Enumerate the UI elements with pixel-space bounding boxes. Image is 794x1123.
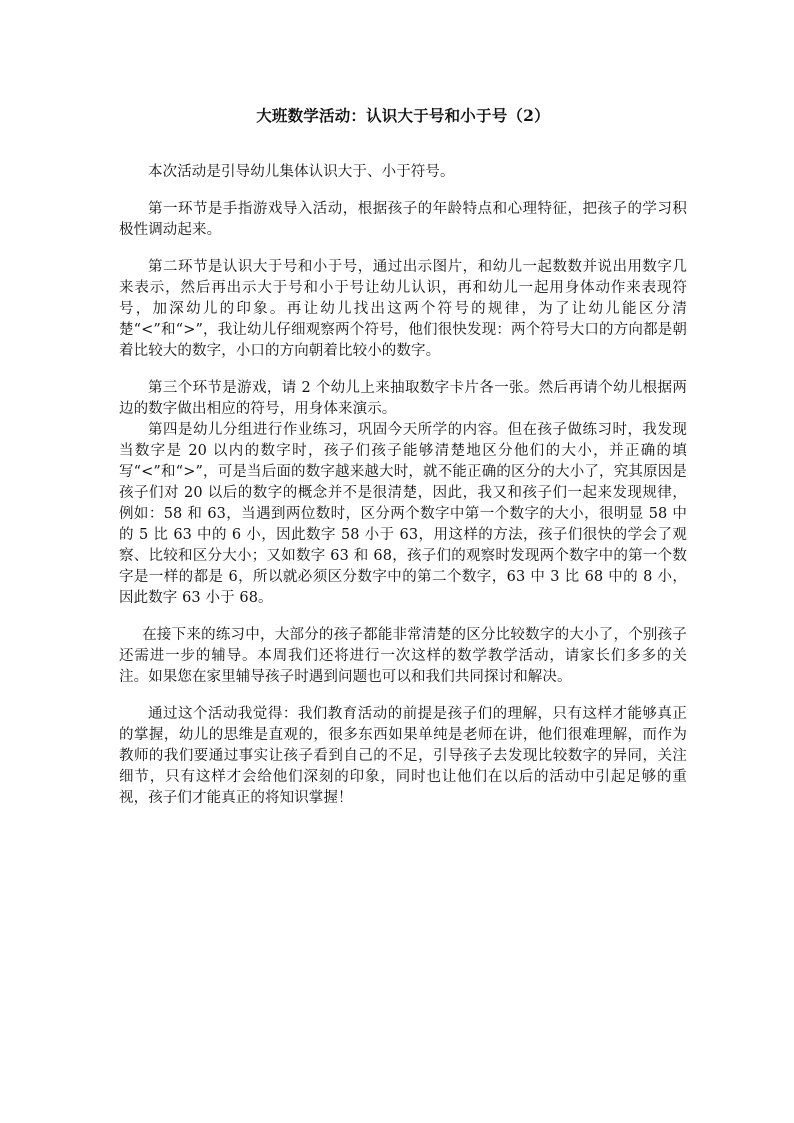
spacer — [119, 241, 687, 257]
spacer — [119, 183, 687, 199]
spacer — [119, 609, 687, 625]
spacer — [119, 362, 687, 378]
paragraph-step-three: 第三个环节是游戏，请 2 个幼儿上来抽取数字卡片各一张。然后再请个幼儿根据两边的数字做出相应的符号，用身体来演示。 — [119, 380, 687, 417]
paragraph-intro: 本次活动是引导幼儿集体认识大于、小于符号。 — [148, 164, 455, 180]
paragraph-follow-up: 在接下来的练习中，大部分的孩子都能非常清楚的区分比较数字的大小了，个别孩子还需进一步的辅导。本周我们还将进行一次这样的数学教学活动，请家长们多多的关注。如果您在家里辅导孩子时遇到问题也可以和我们共同探讨和解决。 — [119, 627, 687, 685]
spacer — [119, 688, 687, 704]
paragraph-step-one: 第一环节是手指游戏导入活动，根据孩子的年龄特点和心理特征，把孩子的学习积极性调动起来。 — [119, 201, 687, 238]
paragraph-step-two: 第二环节是认识大于号和小于号，通过出示图片，和幼儿一起数数并说出用数字几来表示，然后再出示大于号和小于号让幼儿认识，再和幼儿一起用身体动作来表现符号，加深幼儿的印象。再让幼儿找出这两个符号的规律，为了让幼儿能区分清楚“<”和“>”，我让幼儿仔细观察两个符号，他们很快发现：两个符号大口的方向都是朝着比较大的数字，小口的方向朝着比较小的数字。 — [119, 259, 687, 359]
paragraph-step-four: 第四是幼儿分组进行作业练习，巩固今天所学的内容。但在孩子做练习时，我发现当数字是 20 以内的数字时，孩子们孩子能够清楚地区分他们的大小，并正确的填写“<”和“>”，可是当后面的数字越来越大时，就不能正确的区分的大小了，究其原因是孩子们对 20 以后的数字的概念并不是很清楚，因此，我又和孩子们一起来发现规律，例如：58 和 63，当遇到两位数时，区分两个数字中第一个数字的大小，很明显 58 中的 5 比 63 中的 6 小，因此数字 58 小于 63，用这样的方法，孩子们很快的学会了观察、比较和区分大小；又如数字 63 和 68，孩子们的观察时发现两个数字中的第一个数字是一样的都是 6，所以就必须区分数字中的第二个数字，63 中 3 比 68 中的 8 小，因此数字 63 小于 68。 — [119, 422, 687, 606]
document-title: 大班数学活动：认识大于号和小于号（2） — [256, 106, 550, 125]
document-page — [119, 104, 687, 809]
paragraph-reflection: 通过这个活动我觉得：我们教育活动的前提是孩子们的理解，只有这样才能够真正的掌握，幼儿的思维是直观的，很多东西如果单纯是老师在讲，他们很难理解，而作为教师的我们要通过事实让孩子看到自己的不足，引导孩子去发现比较数字的异同，关注细节，只有这样才会给他们深刻的印象，同时也让他们在以后的活动中引起足够的重视，孩子们才能真正的将知识掌握！ — [119, 706, 687, 806]
